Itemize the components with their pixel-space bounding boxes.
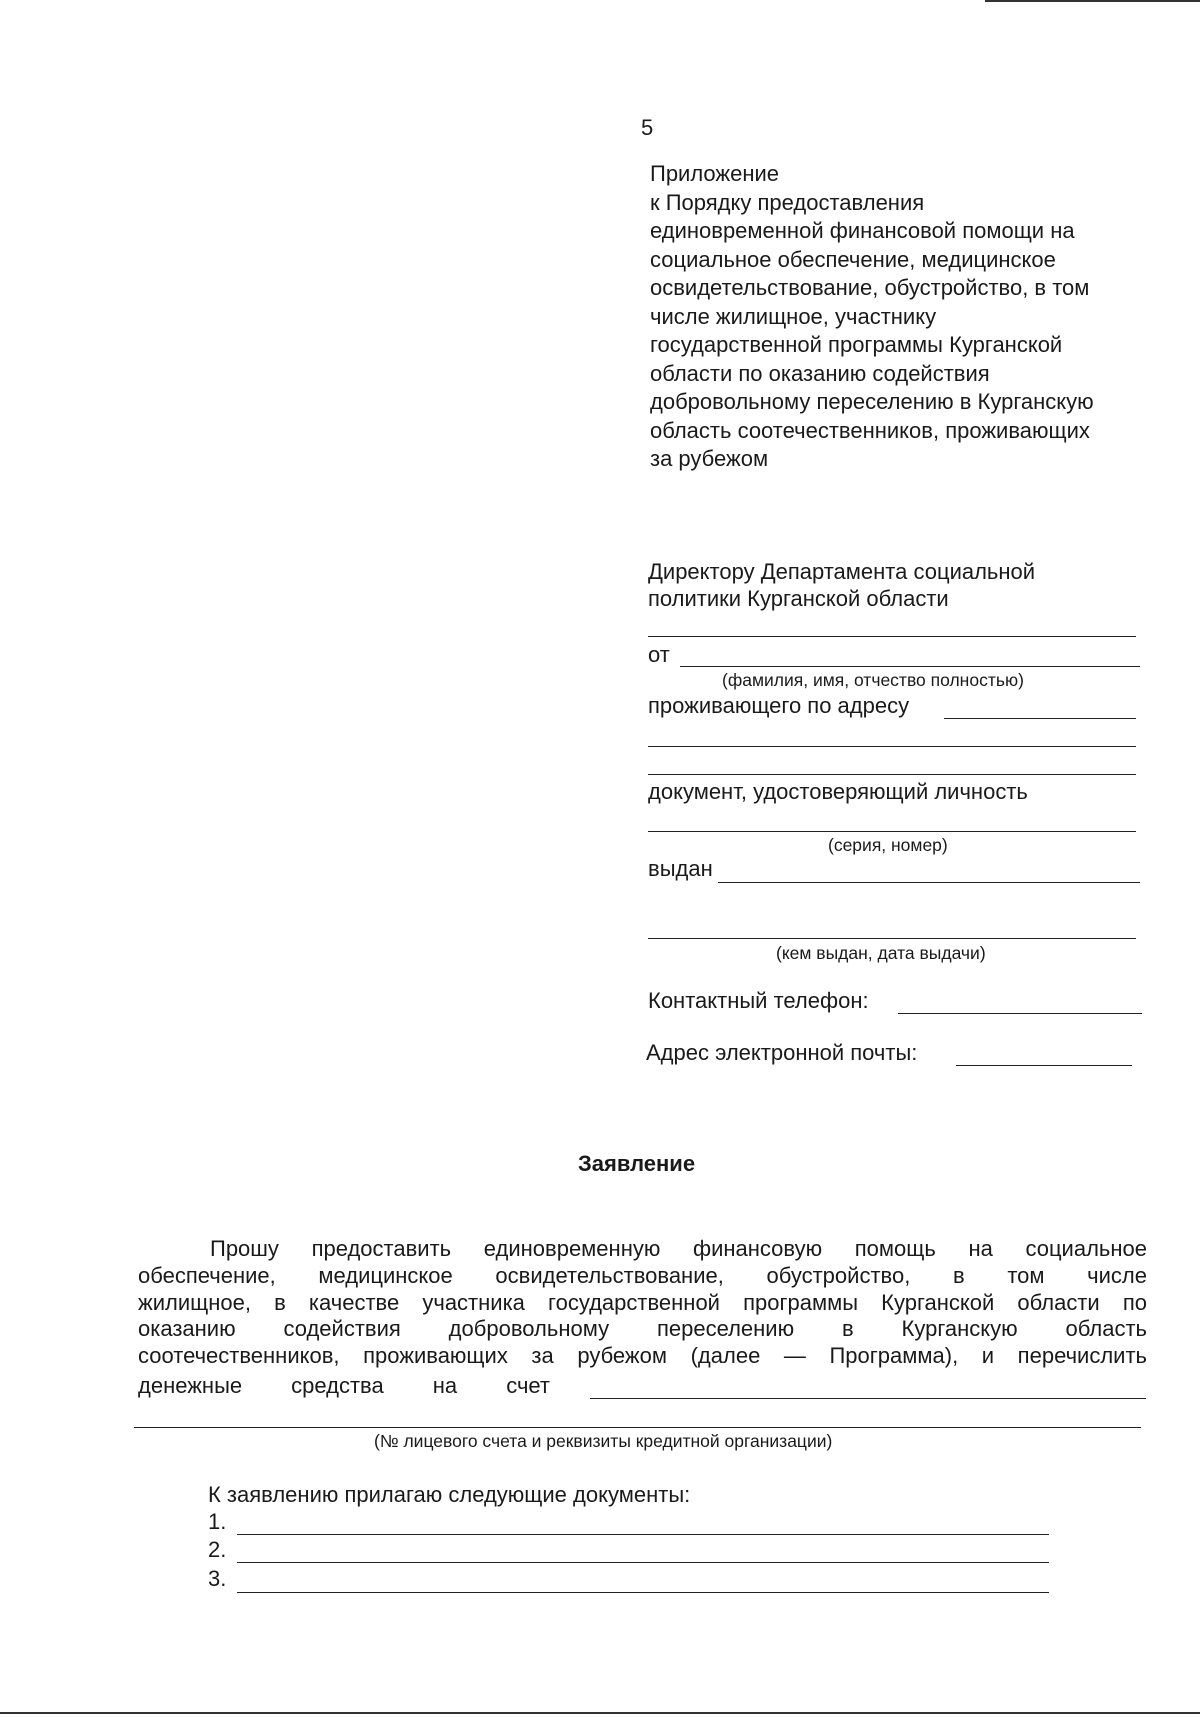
addressee-line-1: Директору Департамента социальной bbox=[648, 559, 1036, 584]
body-line: жилищное, в качестве участника государственной программы Курганской области по bbox=[138, 1289, 1147, 1315]
issued-field[interactable] bbox=[718, 882, 1140, 883]
issued-label: выдан bbox=[648, 856, 713, 881]
scan-edge-top bbox=[985, 0, 1200, 2]
body-word: средства bbox=[291, 1373, 384, 1398]
appendix-line: государственной программы Курганской bbox=[650, 332, 1063, 357]
body-word: денежные bbox=[138, 1373, 243, 1398]
appendix-line: область соотечественников, проживающих bbox=[650, 417, 1090, 443]
id-document-label: документ, удостоверяющий личность bbox=[648, 779, 1028, 804]
from-label: от bbox=[648, 642, 670, 667]
attachment-number: 1. bbox=[208, 1509, 227, 1534]
full-name-caption: (фамилия, имя, отчество полностью) bbox=[722, 670, 1024, 690]
appendix-line: добровольному переселению в Курганскую bbox=[650, 389, 1094, 414]
phone-label: Контактный телефон: bbox=[648, 988, 869, 1013]
addressee-blank-line[interactable] bbox=[648, 636, 1136, 637]
address-field-1[interactable] bbox=[944, 718, 1136, 719]
full-name-field[interactable] bbox=[680, 666, 1140, 667]
attachments-intro: К заявлению прилагаю следующие документы: bbox=[208, 1482, 691, 1507]
email-field[interactable] bbox=[956, 1065, 1132, 1066]
attachment-field-3[interactable] bbox=[237, 1592, 1049, 1593]
id-series-number-caption: (серия, номер) bbox=[828, 835, 948, 855]
account-field-2[interactable] bbox=[134, 1427, 1141, 1428]
account-caption: (№ лицевого счета и реквизиты кредитной организации) bbox=[374, 1431, 833, 1451]
body-last-line bbox=[138, 1372, 550, 1400]
body-line: Прошу предоставить единовременную финансовую помощь на социальное bbox=[210, 1236, 1147, 1261]
appendix-line: к Порядку предоставления bbox=[650, 189, 925, 215]
id-series-number-field[interactable] bbox=[648, 831, 1136, 832]
address-field-3[interactable] bbox=[648, 774, 1136, 775]
application-text bbox=[138, 1236, 1147, 1370]
address-label: проживающего по адресу bbox=[648, 693, 910, 718]
appendix-line: единовременной финансовой помощи на bbox=[650, 218, 1075, 243]
attachment-field-1[interactable] bbox=[237, 1534, 1049, 1535]
body-line: оказанию содействия добровольному переселению в Курганскую область bbox=[138, 1316, 1147, 1342]
appendix-line: числе жилищное, участнику bbox=[650, 303, 937, 329]
issued-by-date-field[interactable] bbox=[648, 938, 1136, 939]
attachment-field-2[interactable] bbox=[237, 1562, 1049, 1563]
appendix-line: Приложение bbox=[650, 161, 780, 186]
address-field-2[interactable] bbox=[648, 746, 1136, 747]
issued-by-date-caption: (кем выдан, дата выдачи) bbox=[776, 943, 986, 963]
appendix-line: за рубежом bbox=[650, 446, 769, 471]
appendix-line: области по оказанию содействия bbox=[650, 360, 990, 386]
appendix-heading bbox=[650, 160, 1094, 474]
body-word: на bbox=[432, 1373, 458, 1398]
appendix-line: социальное обеспечение, медицинское bbox=[650, 246, 1056, 272]
attachment-number: 2. bbox=[208, 1537, 227, 1562]
addressee-line-2: политики Курганской области bbox=[648, 586, 949, 611]
body-line: соотечественников, проживающих за рубежом (далее — Программа), и перечислить bbox=[138, 1343, 1147, 1369]
attachment-number: 3. bbox=[208, 1566, 227, 1591]
scan-edge-bottom bbox=[0, 1712, 1200, 1714]
email-label: Адрес электронной почты: bbox=[646, 1040, 918, 1065]
page-number: 5 bbox=[641, 115, 654, 140]
document-title: Заявление bbox=[578, 1151, 696, 1176]
account-field-1[interactable] bbox=[590, 1398, 1146, 1399]
body-word: счет bbox=[506, 1373, 550, 1398]
phone-field[interactable] bbox=[898, 1013, 1142, 1014]
body-line: обеспечение, медицинское освидетельствование, обустройство, в том числе bbox=[138, 1262, 1147, 1288]
appendix-line: освидетельствование, обустройство, в том bbox=[650, 275, 1090, 300]
